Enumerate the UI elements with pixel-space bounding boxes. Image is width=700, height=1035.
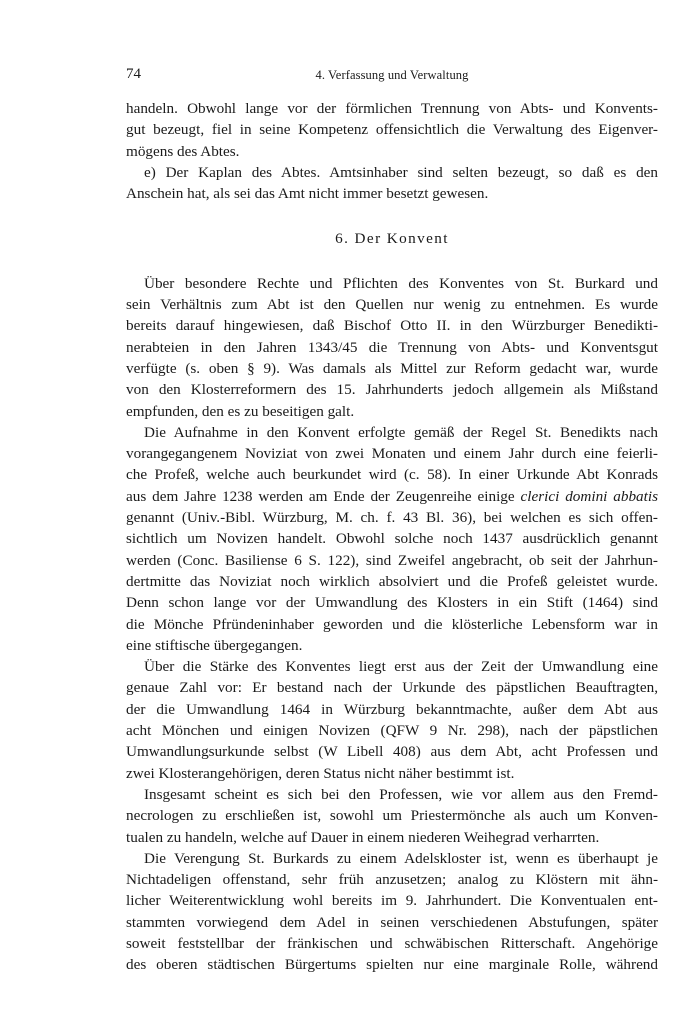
text-line: genannt (Univ.-Bibl. Würzburg, M. ch. f. 43 Bl. 36), bei welchen es sich offen-	[126, 509, 658, 527]
latin-quotation: clerici domini abbatis	[520, 487, 658, 505]
text-line: mögens des Abtes.	[126, 142, 240, 160]
paragraph	[126, 273, 658, 422]
paragraph	[126, 848, 658, 976]
text-line: werden (Conc. Basiliense 6 S. 122), sind Zweifel angebracht, ob seit der Jahrhun-	[126, 551, 658, 569]
section-heading: 6. Der Konvent	[335, 230, 449, 248]
text-line: sein Verhältnis zum Abt ist den Quellen nur wenig zu entnehmen. Es wurde	[126, 296, 658, 314]
text-line: Denn schon lange vor der Umwandlung des Klosters in ein Stift (1464) sind	[126, 594, 658, 612]
text-line: dertmitte das Noviziat noch wirklich absolviert und die Profeß geleistet wurde.	[126, 572, 658, 590]
text-line: Umwandlungsurkunde selbst (W Libell 408) aus dem Abt, acht Professen und	[126, 743, 658, 761]
text-line: Die Aufnahme in den Konvent erfolgte gemäß der Regel St. Benedikts nach	[144, 423, 658, 441]
text-line: genaue Zahl vor: Er bestand nach der Urkunde des päpstlichen Beauftragten,	[126, 679, 658, 697]
text-line: Nichtadeligen offenstand, sehr früh anzusetzen; analog zu Klöstern mit ähn-	[126, 871, 658, 889]
body-text	[126, 98, 658, 976]
text-line: vorangegangenem Noviziat von zwei Monaten und einem Jahr durch eine feierli-	[126, 445, 658, 463]
text-line: zwei Klosterangehörigen, deren Status nicht näher bestimmt ist.	[126, 764, 515, 782]
text-line: die Mönche Pfründeninhaber geworden und die klösterliche Lebensform war in	[126, 615, 658, 633]
page-header	[126, 66, 658, 86]
text-line: von den Klosterreformern des 15. Jahrhunderts jedoch allgemein als Mißstand	[126, 381, 658, 399]
text-line: der die Umwandlung 1464 in Würzburg bekanntmachte, außer dem Abt aus	[126, 700, 658, 718]
text-line: stammten vorwiegend dem Adel in seinen verschiedenen Abstufungen, später	[126, 913, 658, 931]
running-head: 4. Verfassung und Verwaltung	[315, 68, 469, 82]
text-line: necrologen zu erschließen ist, sowohl um Priestermönche als auch um Konven-	[126, 807, 658, 825]
text-line: che Profeß, welche auch beurkundet wird (c. 58). In einer Urkunde Abt Konrads	[126, 466, 658, 484]
text-line: e) Der Kaplan des Abtes. Amtsinhaber sind selten bezeugt, so daß es den	[144, 163, 658, 181]
text-line: sichtlich um Novizen handelt. Obwohl solche noch 1437 ausdrücklich genannt	[126, 530, 658, 548]
text-line: Über die Stärke des Konventes liegt erst aus der Zeit der Umwandlung eine	[144, 658, 658, 676]
line-text: aus dem Jahre 1238 werden am Ende der Zeugenreihe einige	[126, 487, 521, 505]
text-line: Über besondere Rechte und Pflichten des Konventes von St. Burkard und	[144, 274, 658, 292]
page-number: 74	[126, 66, 141, 82]
text-line: handeln. Obwohl lange vor der förmlichen Trennung von Abts- und Konvents-	[126, 100, 658, 117]
paragraph	[126, 656, 658, 784]
text-line: Anschein hat, als sei das Amt nicht immer besetzt gewesen.	[126, 185, 489, 203]
text-line: bereits darauf hingewiesen, daß Bischof Otto II. in den Würzburger Benedikti-	[126, 317, 658, 335]
text-line: soweit feststellbar der fränkischen und schwäbischen Ritterschaft. Angehörige	[126, 934, 658, 952]
paragraph	[126, 422, 658, 656]
text-line: acht Mönchen und einigen Novizen (QFW 9 Nr. 298), nach der päpstlichen	[126, 722, 658, 740]
text-line: gut bezeugt, fiel in seine Kompetenz offensichtlich die Verwaltung des Eigenver-	[126, 121, 658, 139]
text-line: tualen zu handeln, welche auf Dauer in einem niederen Weihegrad verharrten.	[126, 828, 600, 846]
text-line: Die Verengung St. Burkards zu einem Adelskloster ist, wenn es überhaupt je	[144, 849, 658, 867]
paragraph	[126, 162, 658, 205]
paragraph	[126, 784, 658, 848]
text-line: licher Weiterentwicklung wohl bereits im 9. Jahrhundert. Die Konventualen ent-	[126, 892, 658, 910]
text-line	[126, 486, 658, 507]
text-line: eine stiftische übergegangen.	[126, 636, 303, 654]
text-line: verfügte (s. oben § 9). Was damals als Mittel zur Reform gedacht war, wurde	[126, 359, 658, 377]
text-line: des oberen städtischen Bürgertums spielten nur eine marginale Rolle, während	[126, 956, 658, 974]
paragraph	[126, 98, 658, 162]
text-line: nerabteien in den Jahren 1343/45 die Trennung von Abts- und Konventsgut	[126, 338, 658, 356]
text-line: empfunden, den es zu beseitigen galt.	[126, 402, 355, 420]
text-line: Insgesamt scheint es sich bei den Professen, wie vor allem aus den Fremd-	[144, 785, 658, 803]
